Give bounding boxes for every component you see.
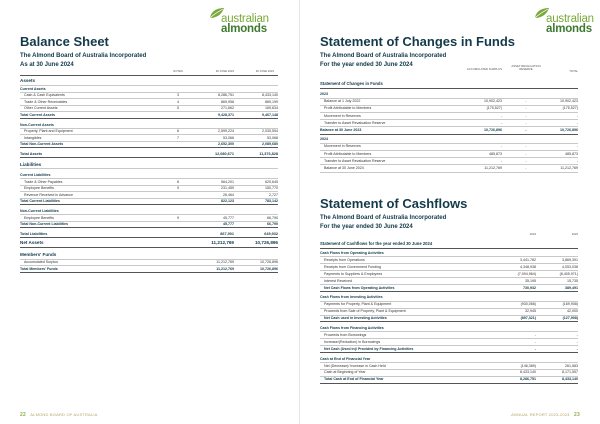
row-note: 7 [177,135,179,140]
row-label: Accumulated Surplus [24,260,58,265]
row-value-2024: 45,777 [223,222,234,227]
row-value-2023: 649,932 [264,231,278,236]
row-value-2023: 15,735 [567,278,578,283]
row-value-2024: - [534,339,536,344]
row-value-2023: 261,583 [565,363,578,368]
row-value-2024: (897,321) [520,316,536,321]
row-label: Revenue Received in Advance [24,192,73,197]
row-total: (175,527) [562,106,578,111]
changes-row [320,127,578,133]
row-value-2024: 3,441,782 [520,257,536,262]
cashflow-row [320,346,578,352]
row-reserve: - [525,151,527,156]
row-reserve: - [525,106,527,111]
row-value-2024: 53,066 [223,135,234,140]
row-label: Other Current Assets [24,106,58,111]
col-2023: 30 JUNE 2023 [255,69,274,73]
brand-logo-right [534,7,600,37]
cashflow-row [320,294,578,300]
changes-row [320,136,578,142]
row-label: Payments to Suppliers & Employees [324,271,383,276]
row-total: - [576,113,578,118]
row-rule [20,147,278,148]
row-value-2023: 10,726,896 [260,260,278,265]
row-value-2024: 32,945 [525,309,536,314]
row-rule [20,118,278,119]
row-label: Transfer to Asset Revaluation Reserve [324,120,386,125]
balance-row [20,240,278,246]
row-label: Net Assets [20,240,44,246]
cashflow-row [320,369,578,375]
row-accumulated: (175,527) [486,106,502,111]
changes-title: Statement of Changes in Funds [320,34,516,49]
row-value-2024: 12,080,671 [214,151,234,156]
row-rule [320,134,578,135]
row-label: Interest Received [324,278,352,283]
row-value-2024: 11,212,769 [216,260,234,265]
brand-logo-left [209,7,281,37]
row-label: 2024 [320,137,328,142]
row-value-2024: 11,212,769 [216,267,234,271]
row-value-2024: (930,066) [520,302,536,307]
right-page [300,0,600,424]
row-value-2024: 8,286,751 [218,93,234,98]
changes-row [320,98,578,104]
row-accumulated: 10,902,423 [484,99,502,104]
row-value-2024: 8,433,140 [520,370,536,375]
row-accumulated: 485,873 [489,151,502,156]
changes-row [320,151,578,157]
row-rule [320,321,578,322]
cashflows-rule [320,248,578,249]
cash-col-2024: 2024 [529,232,536,236]
row-label: Total Cash at End of Financial Year [324,377,384,382]
row-reserve: - [525,128,527,132]
row-note: 6 [177,129,179,134]
cashflow-row [320,264,578,270]
row-label: 2023 [320,92,328,96]
cashflows-heading: Statement of Cashflows for the year ended 30 June 2024 [320,241,433,246]
row-value-2023: 11,376,828 [259,151,278,156]
row-value-2024: 564,201 [221,179,234,184]
row-value-2023: 8,171,557 [562,370,578,375]
row-label: Profit Attributable to Members [324,151,372,156]
cashflow-row [320,250,578,256]
row-label: Receipts from Government Funding [324,264,381,269]
row-value-2023: 66,790 [267,215,278,220]
row-accumulated: - [500,158,502,163]
row-value-2024: 45,777 [223,215,234,220]
row-rule [320,383,578,384]
row-rule [320,172,578,173]
row-label: Balance at 1 July 2022 [324,99,361,104]
changes-row [320,91,578,97]
row-rule [20,247,278,248]
row-total: - [576,158,578,163]
balance-row [20,252,278,258]
row-label: Total Non-Current Assets [20,142,64,147]
cashflow-row [320,363,578,369]
row-value-2023: 9,467,148 [262,112,278,117]
row-rule [20,168,278,169]
row-rule [20,157,278,158]
row-value-2023: 10,726,896 [260,267,278,271]
row-label: Cash Flows from Financing Activities [320,326,384,330]
row-label: Liabilities [20,161,42,167]
row-rule [320,352,578,353]
col-2024: 30 JUNE 2024 [215,69,234,73]
right-page-number: 23 [574,412,580,418]
row-value-2023: - [576,346,578,351]
cashflow-row [320,376,578,382]
row-value-2023: 10,726,896 [255,240,278,246]
row-value-2023: 3,869,391 [562,257,578,262]
row-value-2024: (7,094,964) [517,271,536,276]
col-reserve: ASSET REVALUATION RESERVE [511,64,541,72]
row-value-2024: 867,901 [220,231,234,236]
row-value-2023: 42,000 [567,309,578,314]
right-footer [511,412,580,418]
cashflow-row [320,301,578,307]
row-label: Movement in Reserves [324,144,361,149]
row-value-2024: 271,662 [221,106,234,111]
row-value-2023: - [576,332,578,337]
row-label: Movement in Reserves [324,113,361,118]
row-value-2024: 822,123 [221,199,234,204]
balance-sheet-title: Balance Sheet [20,34,109,49]
cashflow-row [320,285,578,291]
row-label: Members' Funds [20,251,57,257]
row-label: Assets [20,78,36,83]
row-value-2023: 169,634 [265,106,278,111]
col-notes: NOTES [173,69,183,73]
cashflows-period: For the year ended 30 June 2024 [320,224,413,230]
left-page-number: 22 [20,412,26,418]
row-label: Proceeds from Borrowings [324,332,367,337]
cashflow-row [320,356,578,362]
row-label: Cash & Cash Equivalents [24,93,65,98]
row-value-2023: 4,053,038 [562,264,578,269]
row-accumulated: - [500,144,502,149]
row-label: Total Current Assets [20,112,55,117]
row-value-2024: 26,464 [223,192,234,197]
row-reserve: - [525,166,527,170]
cashflow-row [320,257,578,263]
balance-row [20,78,278,84]
row-label: Total Assets [20,151,43,156]
row-value-2023: 783,142 [265,199,278,204]
row-value-2024: 11,212,769 [211,240,234,246]
row-note: 4 [177,99,179,104]
row-label: Net Cash (Used in)/ Provided by Financing Activities [324,346,414,351]
row-label: Payments for Property, Plant & Equipment [324,302,392,307]
row-reserve: - [525,113,527,118]
row-value-2023: 8,433,140 [562,377,578,382]
row-reserve: - [525,120,527,125]
row-value-2023: 66,790 [267,222,278,227]
row-label: Non-Current Liabilities [20,209,59,213]
row-accumulated: 10,726,896 [484,128,502,132]
row-note: 8 [177,179,179,184]
row-value-2023: (169,908) [562,302,578,307]
row-value-2024: (146,389) [520,363,536,368]
row-label: Property, Plant and Equipment [24,129,73,134]
row-total: - [576,120,578,125]
row-value-2024: - [534,332,536,337]
row-label: Trade & Other Receivables [24,99,68,104]
cashflow-row [320,271,578,277]
row-label: Transfer to Asset Revaluation Reserve [324,158,386,163]
row-reserve: - [525,158,527,163]
changes-row [320,143,578,149]
row-value-2024: 231,459 [221,186,234,191]
row-label: Employee Benefits [24,186,54,191]
row-label: Employee Benefits [24,215,54,220]
row-reserve: - [525,144,527,149]
row-value-2023: 2,089,680 [262,142,278,147]
col-total: TOTAL [569,69,578,73]
left-footer-text: ALMOND BOARD OF AUSTRALIA [30,412,98,417]
row-label: Receipts from Operations [324,257,365,262]
row-note: 9 [177,215,179,220]
changes-row [320,113,578,119]
row-total: 10,902,423 [560,99,578,104]
row-note: 3 [177,93,179,98]
cashflows-org: The Almond Board of Australia Incorporated [320,215,447,221]
row-value-2023: 150,770 [265,186,278,191]
row-value-2024: 8,286,751 [520,377,536,382]
row-label: Total Liabilities [20,231,48,236]
row-label: Cash at End of Financial Year [320,356,371,361]
row-value-2023: - [576,339,578,344]
brand-line1: australian [546,13,594,25]
row-label: Non-Current Assets [20,122,54,127]
changes-row [320,158,578,164]
row-total: 10,726,896 [560,128,578,132]
cashflow-row [320,332,578,338]
brand-line2: almonds [546,23,592,35]
row-rule [20,272,278,273]
row-total: 485,873 [565,151,578,156]
row-label: Net (Decrease)/ Increase in Cash Held [324,363,386,368]
changes-heading: Statement of Changes in Funds [320,81,383,86]
row-value-2023: (127,908) [562,316,578,321]
row-value-2024: 4,348,938 [520,264,536,269]
balance-org: The Almond Board of Australia Incorporated [20,53,147,59]
row-label: Proceeds from Sale of Property, Plant & Equipment [324,309,406,314]
row-label: Profit Attributable to Members [324,106,372,111]
row-label: Cash at Beginning of Year [324,370,366,375]
left-footer [20,412,98,418]
row-rule [20,237,278,238]
row-label: Current Assets [20,86,46,91]
row-value-2023: 869,199 [265,99,278,104]
row-label: Total Current Liabilities [20,199,60,204]
cashflow-row [320,339,578,345]
row-label: Intangibles [24,135,42,140]
row-value-2023: 2,727 [269,192,278,197]
row-label: Cash Flows from Investing Activities [320,295,383,300]
row-rule [20,227,278,228]
right-footer-text: ANNUAL REPORT 2023-2024 [511,412,570,417]
row-label: Current Liabilities [20,173,51,177]
brand-line2: almonds [221,23,267,35]
row-accumulated: 11,212,769 [484,166,502,170]
row-label: Net Cash used in Investing Activities [324,316,387,321]
row-total: 11,212,769 [560,166,578,170]
cash-col-2023: 2023 [571,232,578,236]
row-label: Balance at 30 June 2023 [320,128,362,132]
row-value-2024: 730,932 [523,285,536,290]
col-accumulated: ACCUMULATED SURPLUS [466,67,502,71]
row-value-2023: 389,491 [565,285,578,290]
row-value-2024: 869,958 [221,99,234,104]
row-label: Total Members' Funds [20,267,58,271]
balance-row [20,162,278,168]
row-accumulated: - [500,120,502,125]
row-note: 9 [177,186,179,191]
balance-as-at: As at 30 June 2024 [20,62,74,68]
changes-rule [320,88,578,89]
row-label: Increase/(Reduction) in Borrowings [324,339,381,344]
row-label: Trade & Other Payables [24,179,63,184]
row-label: Balance at 30 June 2024 [324,166,364,170]
row-rule [20,204,278,205]
row-value-2023: 8,433,140 [262,93,278,98]
row-value-2024: 2,652,300 [218,142,234,147]
header-rule [20,75,278,76]
row-value-2024: 2,599,224 [218,129,234,134]
cashflow-row [320,315,578,321]
row-value-2023: 620,645 [265,179,278,184]
changes-row [320,120,578,126]
row-rule [320,291,578,292]
row-value-2023: (8,405,971) [559,271,578,276]
cashflow-row [320,308,578,314]
row-reserve: - [525,99,527,104]
row-value-2024: 9,428,371 [218,112,234,117]
row-label: Total Non-Current Liabilities [20,222,69,227]
row-note: 5 [177,106,179,111]
cashflow-row [320,278,578,284]
row-value-2023: 2,030,594 [262,129,278,134]
cashflow-row [320,325,578,331]
row-label: Cash Flows from Operating Activities [320,251,384,255]
changes-row [320,165,578,171]
row-value-2024: - [534,346,536,351]
row-accumulated: - [500,113,502,118]
brand-line1: australian [221,13,269,25]
changes-row [320,105,578,111]
cashflows-title: Statement of Cashflows [320,196,468,211]
changes-period: For the year ended 30 June 2024 [320,62,413,68]
row-total: - [576,144,578,149]
row-label: Net Cash Flows from Operating Activities [324,285,395,290]
row-value-2023: 53,066 [267,135,278,140]
row-value-2024: 35,195 [525,278,536,283]
changes-org: The Almond Board of Australia Incorporated [320,53,447,59]
